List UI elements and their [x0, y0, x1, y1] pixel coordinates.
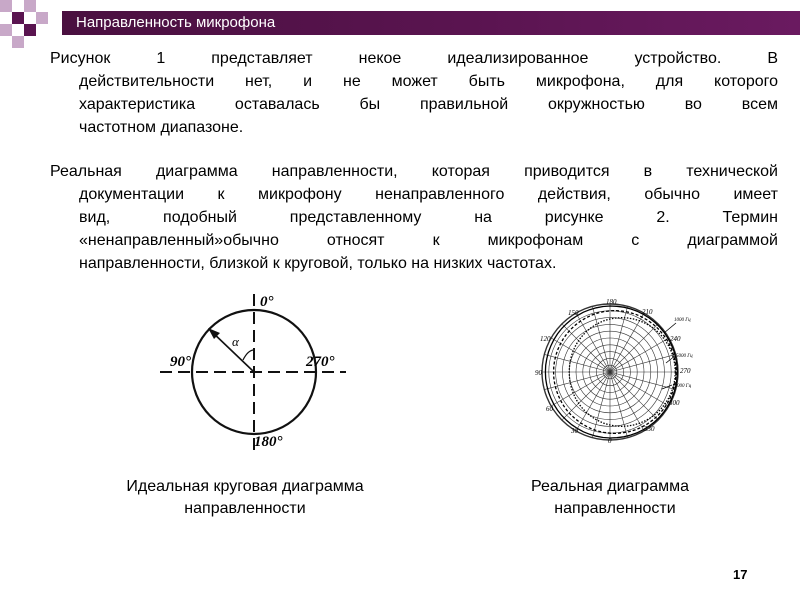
grid-spoke — [551, 372, 610, 406]
text-line: «ненаправленный»обычно относят к микрофонам с диаграммой — [79, 232, 778, 249]
text-line: характеристика оставалась бы правильной окружностью во всем — [79, 96, 778, 113]
text-line: частотном диапазоне. — [79, 119, 244, 136]
text-line: действительности нет, и не может быть микрофона, для которого — [79, 73, 778, 90]
deco-square — [0, 24, 12, 36]
deco-square — [0, 0, 12, 12]
angle-label-240: 240 — [670, 335, 681, 343]
page-number: 17 — [733, 567, 748, 582]
freq-label-1000: 1000 Гц — [674, 318, 691, 323]
grid-spoke — [610, 372, 644, 431]
freq-label-10000: 10000 Гц — [672, 384, 692, 389]
grid-spoke — [610, 313, 644, 372]
slide-title: Направленность микрофона — [76, 14, 276, 31]
text-line: вид, подобный представленному на рисунке 2. Термин — [79, 209, 778, 226]
angle-label-90: 90 — [535, 369, 542, 377]
text-line: Реальная диаграмма направленности, которая приводится в технической — [50, 163, 778, 180]
angle-label-120: 120 — [540, 335, 551, 343]
angle-label-270: 270 — [680, 367, 691, 375]
deco-square — [24, 24, 36, 36]
grid-spoke — [610, 354, 676, 372]
label-180-deg: 180° — [254, 434, 283, 450]
deco-square — [12, 36, 24, 48]
deco-square — [12, 12, 24, 24]
label-0-deg: 0° — [260, 294, 274, 310]
angle-label-180: 180 — [606, 298, 617, 306]
alpha-label: α — [232, 334, 239, 349]
grid-spoke — [610, 372, 628, 438]
caption-real-line2: направленности — [554, 500, 676, 517]
real-polar-diagram — [526, 293, 696, 451]
freq-label-5000: 5000 Гц — [676, 354, 693, 359]
angle-label-0: 0 — [608, 437, 612, 445]
angle-label-60: 60 — [546, 405, 553, 413]
grid-spoke — [592, 306, 610, 372]
caption-ideal-line1: Идеальная круговая диаграмма — [126, 478, 364, 495]
text-line: документации к микрофону ненаправленного действия, обычно имеет — [79, 186, 778, 203]
deco-square — [24, 0, 36, 12]
angle-label-210: 210 — [642, 308, 653, 316]
text-line: направленности, близкой к круговой, только на низких частотах. — [79, 255, 557, 272]
angle-label-30: 30 — [571, 427, 578, 435]
grid-spoke — [592, 372, 610, 438]
caption-ideal — [90, 476, 400, 520]
angle-arc — [243, 350, 254, 360]
text-line: Рисунок 1 представляет некое идеализированное устройство. В — [50, 50, 778, 67]
grid-spoke — [576, 313, 610, 372]
label-270-deg: 270° — [306, 354, 335, 370]
grid-spoke — [610, 338, 669, 372]
grid-spoke — [544, 372, 610, 390]
deco-square — [36, 12, 48, 24]
angle-label-150: 150 — [568, 309, 579, 317]
paragraph-1 — [50, 47, 778, 139]
angle-label-330: 330 — [644, 425, 655, 433]
grid-spoke — [551, 338, 610, 372]
ideal-polar-diagram — [150, 280, 350, 460]
grid-spoke — [610, 306, 628, 372]
paragraph-2 — [50, 160, 778, 275]
grid-spoke — [610, 372, 669, 406]
caption-ideal-line2: направленности — [184, 500, 306, 517]
label-90-deg: 90° — [170, 354, 191, 370]
title-bar — [62, 11, 800, 35]
angle-label-300: 300 — [669, 399, 680, 407]
grid-spoke — [610, 372, 676, 390]
grid-spoke — [576, 372, 610, 431]
caption-real-line1: Реальная диаграмма — [531, 478, 689, 495]
freq-pointer — [664, 323, 676, 333]
caption-real — [490, 476, 730, 520]
